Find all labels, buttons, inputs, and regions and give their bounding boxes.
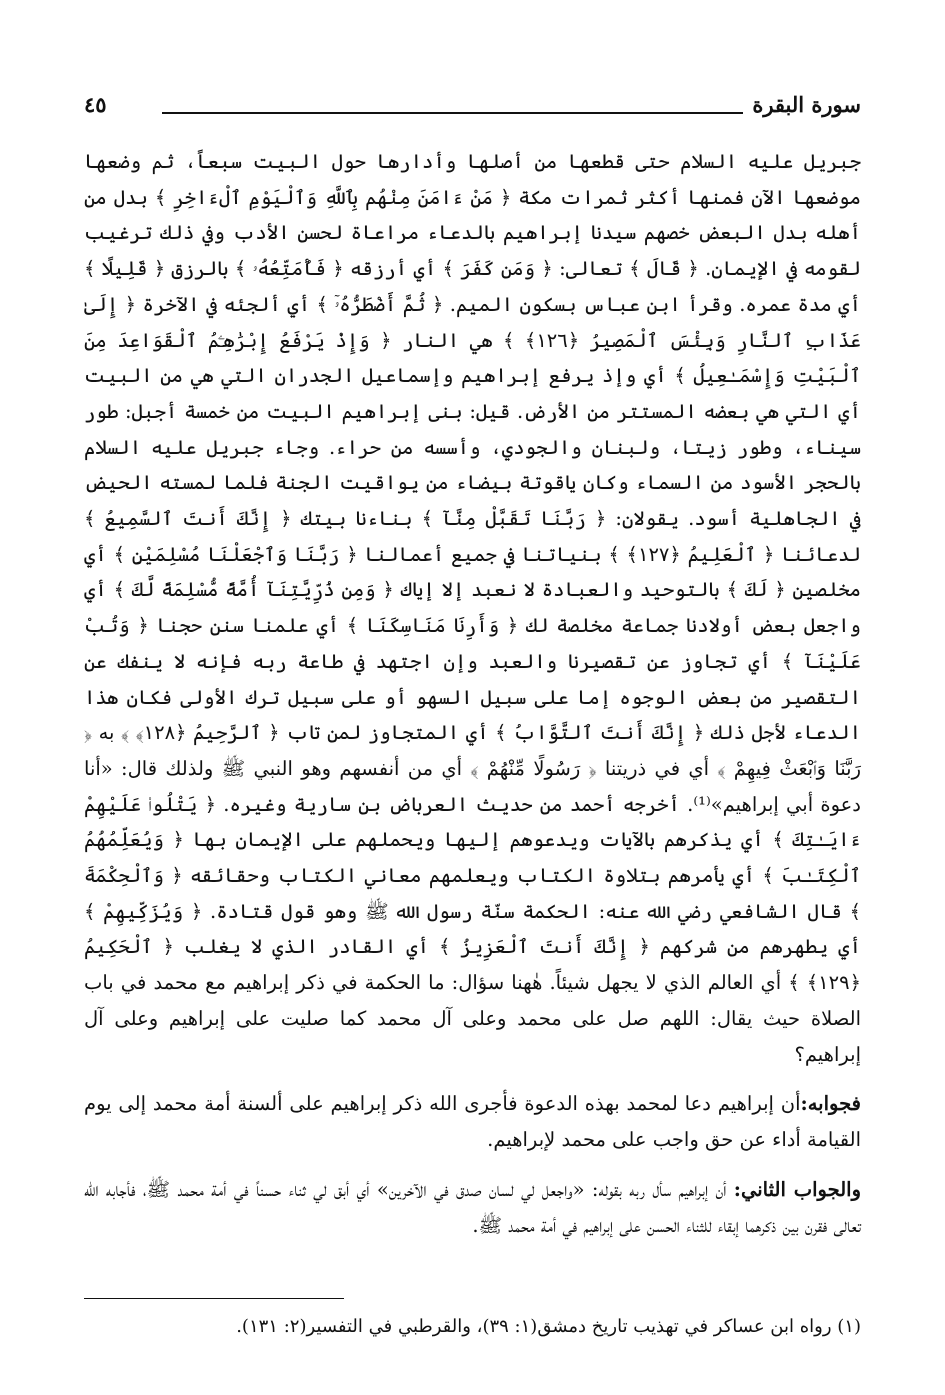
page-header bbox=[84, 86, 861, 126]
surah-title: سورة البقرة bbox=[752, 92, 861, 117]
answer-second bbox=[84, 1172, 861, 1244]
answer-first-lead: فجوابه: bbox=[800, 1092, 861, 1116]
answers-section bbox=[84, 1086, 861, 1244]
answer-first-text: أن إبراهيم دعا لمحمد بهذه الدعوة فأجرى الله ذكر إبراهيم على ألسنة أمة محمد إلى يوم القيامة أداء عن حق واجب على محمد لإبراهيم. bbox=[84, 1092, 861, 1152]
answer-second-text: أن إبراهيم سأل ربه بقوله: «واجعل لي لسان صدق في الآخرين» أي أبق لي ثناء حسناً في أمة محمد ﷺ، فأجابه الله تعالى فقرن بين ذكرهما إبقاء للثناء الحسن على إبراهيم في أمة محمد ﷺ. bbox=[84, 1178, 861, 1238]
main-text-block bbox=[84, 144, 861, 1072]
answer-second-lead: والجواب الثاني: bbox=[733, 1178, 861, 1202]
footnote: (١) رواه ابن عساكر في تهذيب تاريخ دمشق(١: ٣٩)، والقرطبي في التفسير(٢: ١٣١). bbox=[236, 1316, 861, 1337]
footnote-area bbox=[84, 1298, 861, 1341]
page-body bbox=[84, 144, 861, 1244]
page-number: ٤٥ bbox=[84, 92, 107, 117]
main-paragraph: جبريل عليه السلام حتى قطعها من أصلها وأدارها حول البيت سبعاً، ثم وضعها موضعها الآن فمنها أكثر ثمرات مكة ﴿ مَنْ ءَامَنَ مِنْهُم بِٱللَّهِ وَٱلْيَوْمِ ٱلْءَاخِرِ ﴾ بدل من أهله بدل البعض خصهم سيدنا إبراهيم بالدعاء مراعاة لحسن الأدب وفي ذلك ترغيب لقومه في الإيمان. ﴿ قَالَ ﴾ تعالى: ﴿ وَمَن كَفَرَ ﴾ أي أرزقه ﴿ فَأُمَتِّعُهُۥ ﴾ بالرزق ﴿ قَلِيلًا ﴾ أي مدة عمره. وقرأ ابن عباس بسكون الميم. ﴿ ثُمَّ أَضْطَرُّهُۥٓ ﴾ أي ألجئه في الآخرة ﴿ إِلَىٰ عَذَابِ ٱلنَّارِ وَبِئْسَ ٱلْمَصِيرُ ﴿١٢٦﴾ ﴾ هي النار ﴿ وَإِذْ يَرْفَعُ إِبْرَٰهِـۧمُ ٱلْقَوَاعِدَ مِنَ ٱلْبَيْتِ وَإِسْمَـٰعِيلُ ﴾ أي وإذ يرفع إبراهيم وإسماعيل الجدران التي هي من البيت أي التي هي بعضه المستتر من الأرض. قيل: بنى إبراهيم البيت من خمسة أجبل: طور سيناء، وطور زيتا، ولبنان والجودي، وأسسه من حراء. وجاء جبريل عليه السلام بالحجر الأسود من السماء وكان ياقوتة بيضاء من يواقيت الجنة فلما لمسته الحيض في الجاهلية أسود. يقولان: ﴿ رَبَّنَا تَقَبَّلْ مِنَّآ ﴾ بناءنا بيتك ﴿ إِنَّكَ أَنتَ ٱلسَّمِيعُ ﴾ لدعائنا ﴿ ٱلْعَلِيمُ ﴿١٢٧﴾ ﴾ بنياتنا في جميع أعمالنا ﴿ رَبَّنَا وَٱجْعَلْنَا مُسْلِمَيْنِ ﴾ أي مخلصين ﴿ لَكَ ﴾ بالتوحيد والعبادة لا نعبد إلا إياك ﴿ وَمِن ذُرِّيَّتِنَآ أُمَّةً مُّسْلِمَةً لَّكَ ﴾ أي واجعل بعض أولادنا جماعة مخلصة لك ﴿ وَأَرِنَا مَنَاسِكَنَا ﴾ أي علمنا سنن حجنا ﴿ وَتُبْ عَلَيْنَآ ﴾ أي تجاوز عن تقصيرنا والعبد وإن اجتهد في طاعة ربه فإنه لا ينفك عن التقصير من بعض الوجوه إما على سبيل السهو أو على سبيل ترك الأولى فكان هذا الدعاء لأجل ذلك ﴿ إِنَّكَ أَنتَ ٱلتَّوَّابُ ﴾ أي المتجاوز لمن تاب ﴿ ٱلرَّحِيمُ ﴿١٢٨﴾ ﴾ به ﴿ رَبَّنَا وَٱبْعَثْ فِيهِمْ ﴾ أي في ذريتنا ﴿ رَسُولًا مِّنْهُمْ ﴾ أي من أنفسهم وهو النبي ﷺ ولذلك قال: «أنا دعوة أبي إبراهيم»⁽¹⁾. أخرجه أحمد من حديث العرباض بن سارية وغيره. ﴿ يَتْلُوا۟ عَلَيْهِمْ ءَايَـٰتِكَ ﴾ أي يذكرهم بالآيات ويدعوهم إليها ويحملهم على الإيمان بها ﴿ وَيُعَلِّمُهُمُ ٱلْكِتَـٰبَ ﴾ أي يأمرهم بتلاوة الكتاب ويعلمهم معاني الكتاب وحقائقه ﴿ وَٱلْحِكْمَةَ ﴾ قال الشافعي رضي الله عنه: الحكمة سنّة رسول الله ﷺ وهو قول قتادة. ﴿ وَيُزَكِّيهِمْ ﴾ أي يطهرهم من شركهم ﴿ إِنَّكَ أَنتَ ٱلْعَزِيزُ ﴾ أي القادر الذي لا يغلب ﴿ ٱلْحَكِيمُ ﴿١٢٩﴾ ﴾ أي العالم الذي لا يجهل شيئاً. هٰهنا سؤال: ما الحكمة في ذكر إبراهيم مع محمد في باب الصلاة حيث يقال: اللهم صل على محمد وعلى آل محمد كما صليت على إبراهيم وعلى آل إبراهيم؟ bbox=[84, 150, 862, 1066]
header-rule bbox=[162, 112, 743, 114]
footnote-rule bbox=[84, 1298, 344, 1299]
answer-first bbox=[84, 1086, 861, 1158]
